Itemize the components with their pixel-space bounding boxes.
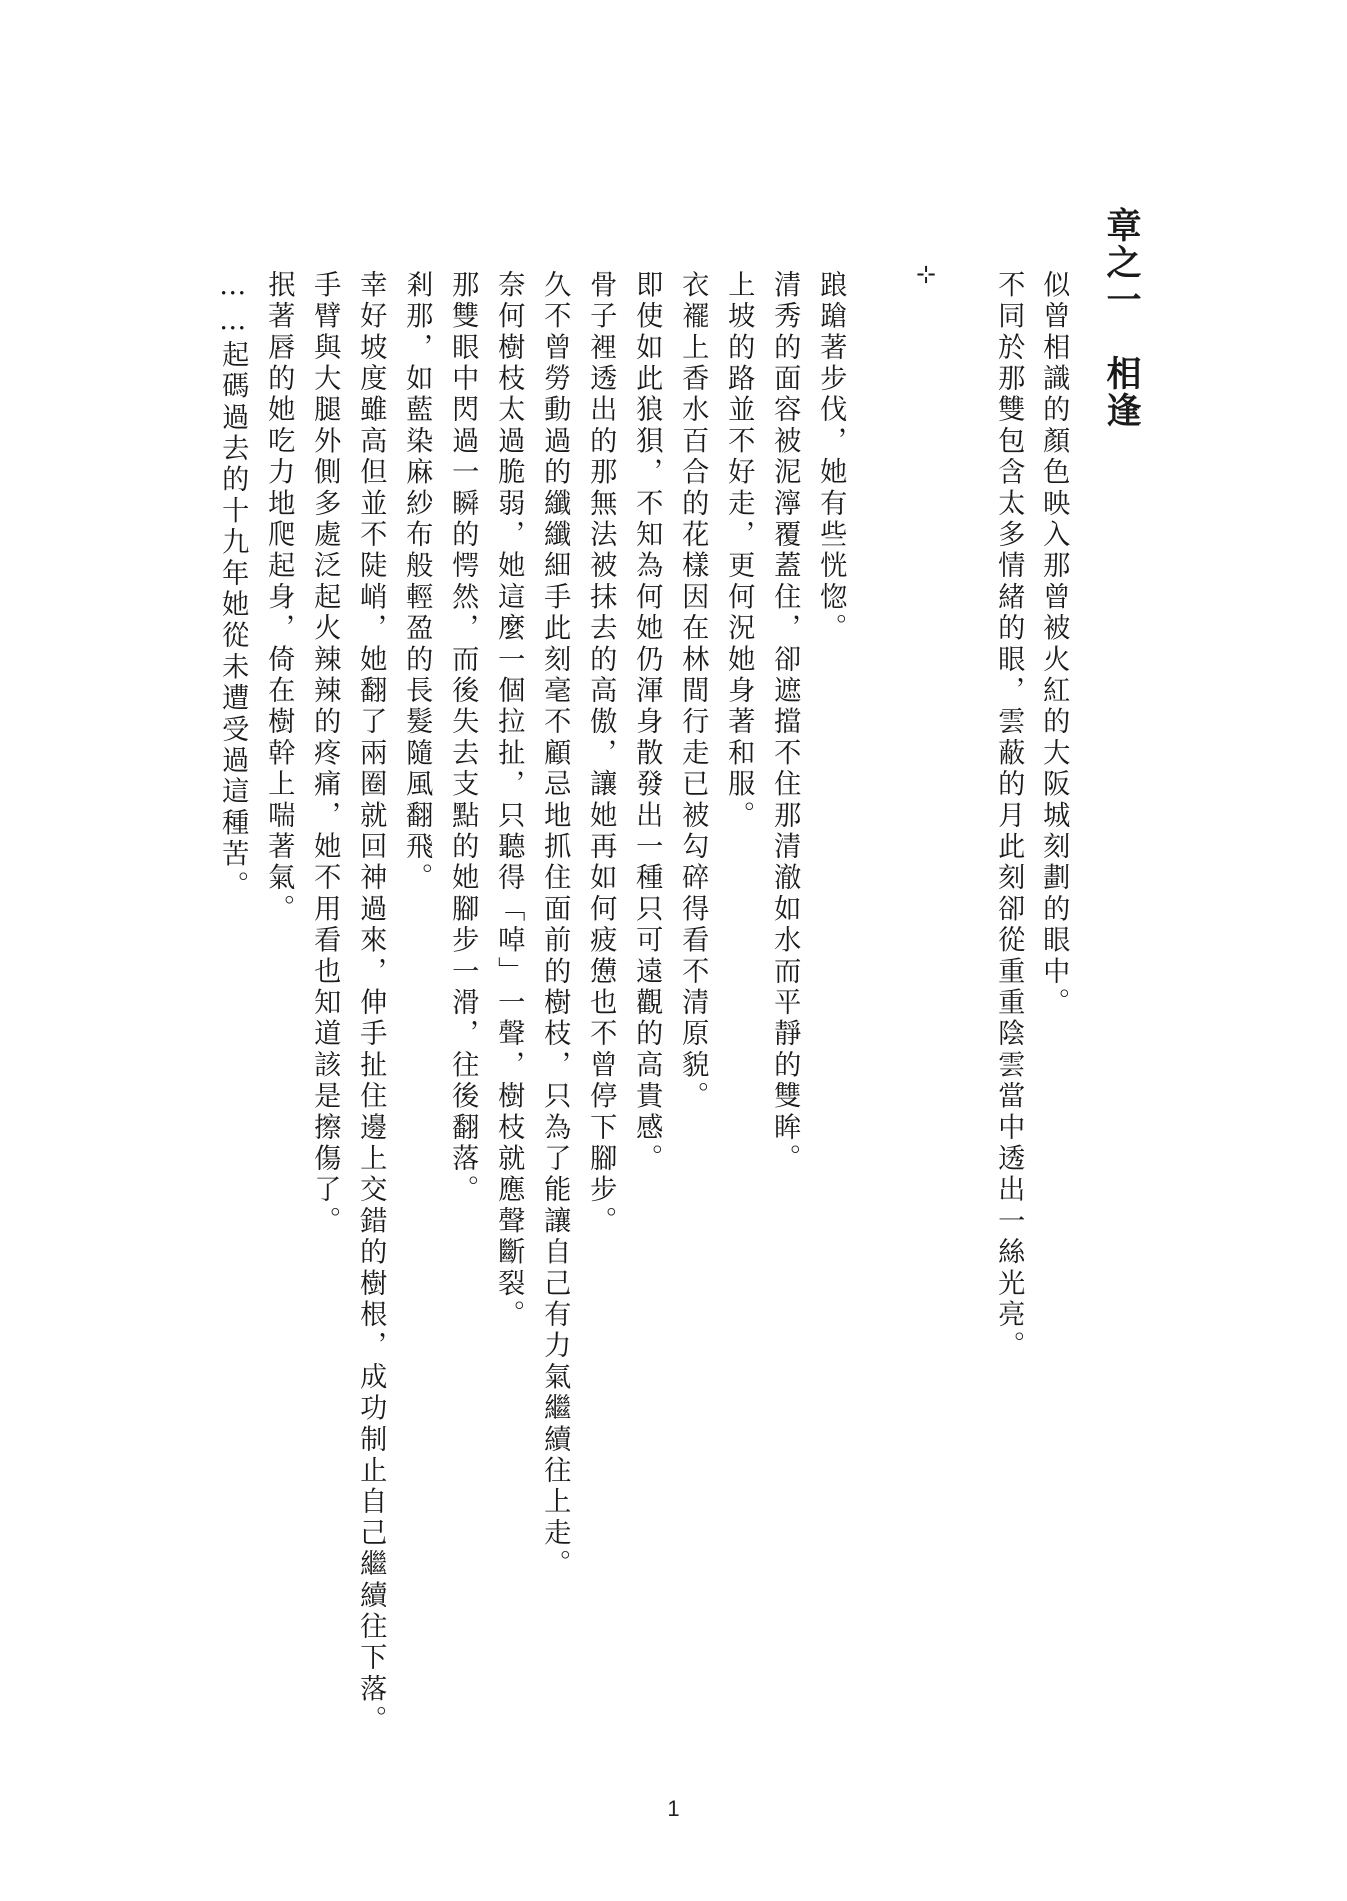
chapter-title: 章之一 相逢 xyxy=(1101,207,1142,429)
epigraph-line-1: 似曾相識的顏色映入那曾被火紅的大阪城刻劃的眼中。 xyxy=(1038,270,1070,1019)
section-divider-icon: ⊹ xyxy=(916,260,937,288)
paragraph-9: 那雙眼中閃過一瞬的愕然，而後失去支點的她腳步一滑，往後翻落。 xyxy=(447,270,479,1206)
paragraph-1: 踉蹌著步伐，她有些恍惚。 xyxy=(815,270,847,645)
paragraph-7: 久不曾勞動過的纖纖細手此刻毫不顧忌地抓住面前的樹枝，只為了能讓自己有力氣繼續往上走。 xyxy=(539,270,571,1581)
paragraph-11: 幸好坡度雖高但並不陡峭，她翻了兩圈就回神過來，伸手扯住邊上交錯的樹根，成功制止自己繼續往下落。 xyxy=(355,270,387,1737)
epigraph-line-2: 不同於那雙包含太多情緒的眼，雲蔽的月此刻卻從重重陰雲當中透出一絲光亮。 xyxy=(993,270,1025,1362)
paragraph-10: 剎那，如藍染麻紗布般輕盈的長髮隨風翻飛。 xyxy=(401,270,433,894)
paragraph-3: 上坡的路並不好走，更何況她身著和服。 xyxy=(723,270,755,832)
page-number: 1 xyxy=(667,1796,680,1821)
paragraph-13: 抿著唇的她吃力地爬起身，倚在樹幹上喘著氣。 xyxy=(263,270,295,926)
paragraph-6: 骨子裡透出的那無法被抹去的高傲，讓她再如何疲憊也不曾停下腳步。 xyxy=(585,270,617,1238)
paragraph-5: 即使如此狼狽，不知為何她仍渾身散發出一種只可遠觀的高貴感。 xyxy=(631,270,663,1175)
paragraph-14: ……起碼過去的十九年她從未遭受過這種苦。 xyxy=(217,270,249,902)
paragraph-2: 清秀的面容被泥濘覆蓋住，卻遮擋不住那清澈如水而平靜的雙眸。 xyxy=(769,270,801,1175)
paragraph-4: 衣襬上香水百合的花樣因在林間行走已被勾碎得看不清原貌。 xyxy=(677,270,709,1113)
paragraph-12: 手臂與大腿外側多處泛起火辣辣的疼痛，她不用看也知道該是擦傷了。 xyxy=(309,270,341,1238)
paragraph-8: 奈何樹枝太過脆弱，她這麼一個拉扯，只聽得「啅」一聲，樹枝就應聲斷裂。 xyxy=(493,270,525,1331)
